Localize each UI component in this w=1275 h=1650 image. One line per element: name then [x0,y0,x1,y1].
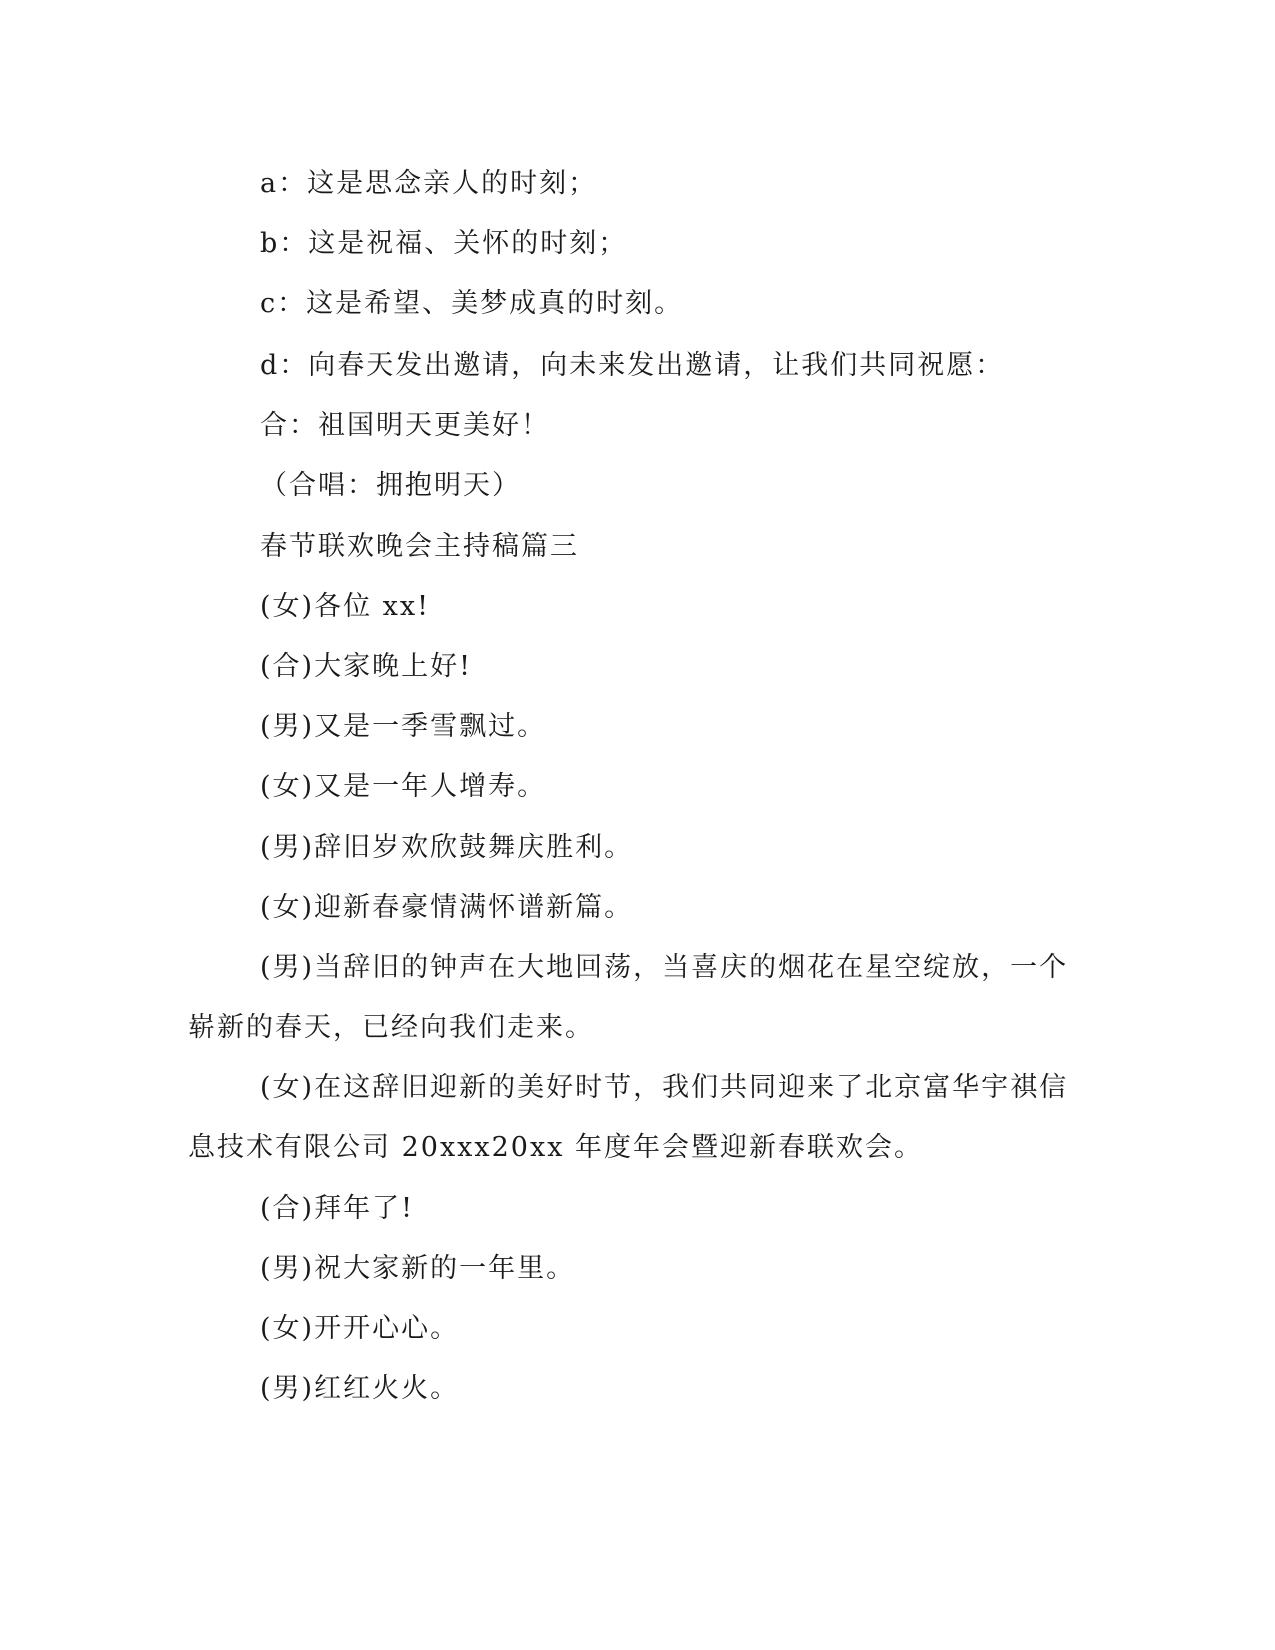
script-line: (合)拜年了! [260,1193,414,1224]
script-line: (女)在这辞旧迎新的美好时节，我们共同迎来了北京富华宇祺信 [260,1072,1069,1103]
script-line-continued: 崭新的春天，已经向我们走来。 [188,1012,594,1043]
script-line: (男)辞旧岁欢欣鼓舞庆胜利。 [260,832,634,863]
chorus-note: （合唱：拥抱明天） [260,470,521,501]
script-line-b: b：这是祝福、关怀的时刻； [260,228,628,259]
script-line-a: a：这是思念亲人的时刻； [260,168,598,199]
script-line-together: 合：祖国明天更美好！ [260,410,550,441]
script-line: (女)开开心心。 [260,1313,460,1344]
script-line-continued: 息技术有限公司 20xxx20xx 年度年会暨迎新春联欢会。 [188,1132,924,1163]
script-line: (男)又是一季雪飘过。 [260,711,547,742]
script-line: (男)当辞旧的钟声在大地回荡，当喜庆的烟花在星空绽放，一个 [260,952,1069,983]
script-line-c: c：这是希望、美梦成真的时刻。 [260,288,684,319]
script-line: (女)又是一年人增寿。 [260,771,547,802]
script-line: (女)迎新春豪情满怀谱新篇。 [260,892,634,923]
script-line: (男)红红火火。 [260,1373,460,1404]
script-line-d: d：向春天发出邀请，向未来发出邀请，让我们共同祝愿： [260,350,1005,381]
section-heading: 春节联欢晚会主持稿篇三 [260,531,579,562]
script-line: (合)大家晚上好! [260,651,472,682]
script-line: (女)各位 xx! [260,591,430,622]
script-line: (男)祝大家新的一年里。 [260,1253,576,1284]
